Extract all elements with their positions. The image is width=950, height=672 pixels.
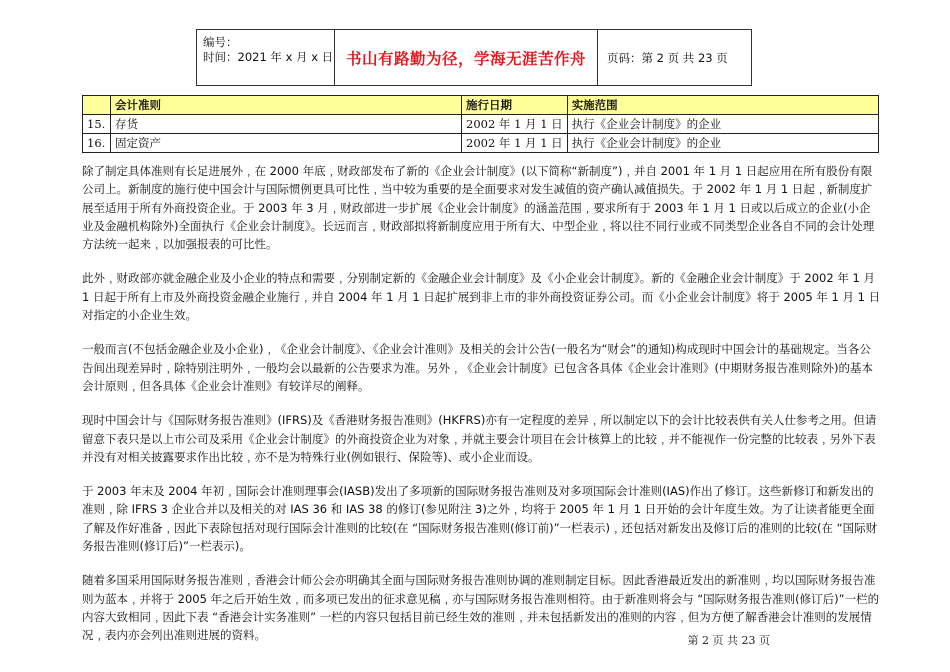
table-header-row [83, 96, 879, 115]
column-header-date: 施行日期 [462, 96, 568, 115]
paragraph: 于 2003 年末及 2004 年初﹐国际会计准则理事会(IASB)发出了多项新的国际财务报告准则及对多项国际会计准则(IAS)作出了修订。这些新修订和新发出的准则﹐除 IFRS 3 企业合并以及相关的对 IAS 36 和 IAS 38 的修订(参见附注 3)之外﹐均将于 2005 年 1 月 1 日开始的会计年度生效。为了让读者能更全面了解及作好准备﹐因此下表除包括对现行国际会计准则的比较(在 “国际财务报告准则(修订前)”一栏表示)﹐还包括对新发出及修订后的准则的比较(在 “国际财务报告准则(修订后)”一栏表示)。 [82, 484, 878, 554]
row-number: 15. [83, 115, 111, 134]
page-indicator: 页码：第 2 页 共 23 页 [607, 50, 728, 65]
serial-label: 编号： [203, 35, 238, 49]
effective-date: 2002 年 1 月 1 日 [462, 134, 568, 153]
column-header-scope: 实施范围 [567, 96, 878, 115]
page-header [196, 29, 752, 86]
paragraph: 此外﹐财政部亦就金融企业及小企业的特点和需要﹐分别制定新的《金融企业会计制度》及《小企业会计制度》。新的《金融企业会计制度》于 2002 年 1 月 1 日起于所有上市及外商投资金融企业施行﹐并自 2004 年 1 月 1 日起扩展到非上市的非外商投资证券公司。而《小企业会计制度》将于 2005 年 1 月 1 日对指定的小企业生效。 [82, 271, 881, 323]
column-header-standard: 会计准则 [111, 96, 462, 115]
effective-date: 2002 年 1 月 1 日 [462, 115, 568, 134]
motto: 书山有路勤为径，学海无涯苦作舟 [335, 30, 598, 85]
column-header-num [83, 96, 111, 115]
scope: 执行《企业会计制度》的企业 [567, 115, 878, 134]
paragraph: 随着多国采用国际财务报告准则﹐香港会计师公会亦明确其全面与国际财务报告准则协调的准则制定目标。因此香港最近发出的新准则﹐均以国际财务报告准则为蓝本﹐并将于 2005 年之后开始生效﹐而多项已发出的征求意见稿﹐亦与国际财务报告准则相符。由于新准则将会与 “国际财务报告准则(修订后)”一栏的内容大致相同﹐因此下表 “香港会计实务准则” 一栏的内容只包括目前已经生效的准则﹐并未包括新发出的准则的内容﹐但为方便了解香港会计准则的发展情况﹐表内亦会列出准则进展的资料。 [82, 573, 880, 643]
page-footer: 第 2 页 共 23 页 [687, 634, 770, 647]
paragraph: 除了制定具体准则有长足进展外﹐在 2000 年底﹐财政部发布了新的《企业会计制度》(以下简称“新制度”)﹐并自 2001 年 1 月 1 日起应用在所有股份有限公司上。新制度的施行使中国会计与国际惯例更具可比性﹐当中较为重要的是全面要求对发生减值的资产确认减值损失。于 2002 年 1 月 1 日起﹐新制度扩展至适用于所有外商投资企业。于 2003 年 3 月﹐财政部进一步扩展《企业会计制度》的涵盖范围﹐要求所有于 2003 年 1 月 1 日或以后成立的企业(小企业及金融机构除外)全面执行《企业会计制度》。长远而言﹐财政部拟将新制度应用于所有大、中型企业﹐将以往不同行业或不同类型企业各自不同的会计处理方法统一起来﹐以加强报表的可比性。 [82, 164, 875, 252]
table-row [83, 134, 879, 153]
standards-table [82, 95, 879, 153]
scope: 执行《企业会计制度》的企业 [567, 134, 878, 153]
standard-name: 存货 [111, 115, 462, 134]
standard-name: 固定资产 [111, 134, 462, 153]
paragraph: 现时中国会计与《国际财务报告准则》(IFRS)及《香港财务报告准则》(HKFRS)亦有一定程度的差异﹐所以制定以下的会计比较表供有关人仕参考之用。但请留意下表只是以上市公司及采用《企业会计制度》的外商投资企业为对象﹐并就主要会计项目在会计核算上的比较﹐并不能视作一份完整的比较表﹐另外下表并没有对相关披露要求作出比较﹐亦不是为特殊行业(例如银行、保险等)、或小企业而设。 [82, 413, 877, 464]
body-text [82, 162, 882, 661]
paragraph: 一般而言(不包括金融企业及小企业)﹐《企业会计制度》、《企业会计准则》及相关的会计公告(一般名为“财会”的通知)构成现时中国会计的基础规定。当各公告间出现差异时﹐除特别注明外﹐一般均会以最新的公告要求为准。另外﹐《企业会计制度》已包含各具体《企业会计准则》(中期财务报告准则除外)的基本会计原则﹐但各具体《企业会计准则》有较详尽的阐释。 [82, 342, 873, 393]
row-number: 16. [83, 134, 111, 153]
time-label: 时间：2021 年 x 月 x 日 [203, 50, 334, 64]
table-row [83, 115, 879, 134]
header-meta [197, 30, 335, 85]
